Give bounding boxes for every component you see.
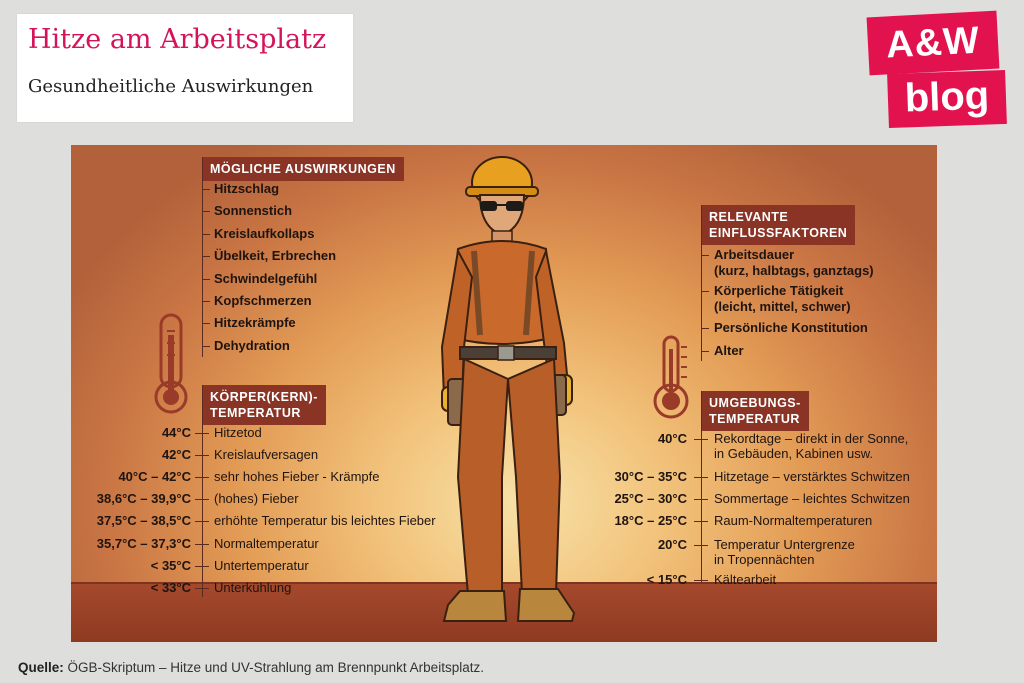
source-text: ÖGB-Skriptum – Hitze und UV-Strahlung am Brennpunkt Arbeitsplatz. (63, 660, 484, 675)
source-footer (18, 660, 484, 675)
body-temp-value: 40°C – 42°C (118, 469, 191, 485)
factors-heading (701, 205, 855, 245)
env-temp-line1: Sommertage – leichtes Schwitzen (714, 491, 910, 506)
factor-tick (701, 255, 709, 256)
body-temp-tick (195, 566, 209, 567)
env-temp-tick (694, 521, 708, 522)
body-temp-value: 38,6°C – 39,9°C (96, 491, 191, 507)
body-temp-tick (195, 433, 209, 434)
env-temp-line1: Raum-Normaltemperaturen (714, 513, 873, 528)
effect-item: Sonnenstich (214, 203, 293, 219)
body-temp-value: 35,7°C – 37,3°C (96, 535, 191, 551)
effect-tick (202, 346, 210, 347)
effect-tick (202, 256, 210, 257)
factors-heading-line2: EINFLUSSFAKTOREN (709, 226, 848, 240)
env-temp-tick (694, 580, 708, 581)
env-temp-value: < 15°C (646, 572, 687, 587)
logo-aw[interactable]: A&W (867, 11, 1000, 76)
effect-item: Kreislaufkollaps (214, 225, 315, 241)
effect-item: Übelkeit, Erbrechen (214, 248, 337, 264)
effect-tick (202, 234, 210, 235)
body-temp-label: Untertemperatur (214, 557, 309, 573)
infographic (71, 145, 937, 642)
factor-tick (701, 291, 709, 292)
title-card (17, 14, 353, 122)
thermometer-icon (651, 335, 691, 421)
body-temp-heading (202, 385, 326, 425)
factor-line1: Persönliche Konstitution (714, 320, 868, 335)
body-temp-label: erhöhte Temperatur bis leichtes Fieber (214, 513, 436, 529)
env-temp-tick (694, 477, 708, 478)
effect-tick (202, 279, 210, 280)
env-temp-line1: Hitzetage – verstärktes Schwitzen (714, 469, 910, 484)
env-temp-tick (694, 499, 708, 500)
effect-item: Dehydration (214, 337, 290, 353)
env-temp-value: 25°C – 30°C (614, 491, 687, 506)
body-temp-label: (hohes) Fieber (214, 491, 299, 507)
env-temp-line1: Kältearbeit (714, 572, 777, 587)
body-temp-heading-line1: KÖRPER(KERN)- (210, 390, 318, 404)
body-temp-value: < 33°C (150, 579, 191, 595)
factors-heading-line1: RELEVANTE (709, 210, 789, 224)
env-temp-heading (701, 391, 809, 431)
thermometer-icon (153, 313, 189, 417)
factor-line2: (kurz, halbtags, ganztags) (714, 263, 874, 278)
page-subtitle: Gesundheitliche Auswirkungen (28, 76, 314, 97)
effect-item: Schwindelgefühl (214, 270, 318, 286)
body-temp-tick (195, 477, 209, 478)
env-temp-axis (701, 391, 702, 583)
factor-line1: Körperliche Tätigkeit (714, 283, 844, 298)
factor-line1: Arbeitsdauer (714, 247, 795, 262)
body-temp-tick (195, 588, 209, 589)
source-label: Quelle: (18, 660, 64, 675)
effects-heading: MÖGLICHE AUSWIRKUNGEN (202, 157, 404, 181)
body-temp-tick (195, 521, 209, 522)
factor-tick (701, 328, 709, 329)
effect-tick (202, 211, 210, 212)
body-temp-label: Kreislaufversagen (214, 447, 319, 463)
body-temp-label: Normaltemperatur (214, 535, 319, 551)
effect-tick (202, 189, 210, 190)
page-title: Hitze am Arbeitsplatz (28, 24, 327, 55)
factor-tick (701, 351, 709, 352)
env-temp-value: 20°C (657, 537, 687, 552)
body-temp-value: < 35°C (150, 557, 191, 573)
factor-line2: (leicht, mittel, schwer) (714, 299, 851, 314)
factors-axis (701, 205, 702, 361)
body-temp-tick (195, 544, 209, 545)
body-temp-label: Hitzetod (214, 425, 262, 440)
env-temp-heading-line1: UMGEBUNGS- (709, 396, 801, 410)
env-temp-heading-line2: TEMPERATUR (709, 412, 800, 426)
body-temp-heading-line2: TEMPERATUR (210, 406, 301, 420)
env-temp-line1: Temperatur Untergrenze (714, 537, 855, 552)
body-temp-value: 44°C (161, 425, 191, 440)
body-temp-tick (195, 455, 209, 456)
effect-tick (202, 301, 210, 302)
effect-tick (202, 323, 210, 324)
env-temp-value: 40°C (657, 431, 687, 446)
env-temp-line2: in Tropennächten (714, 552, 815, 567)
body-temp-label: Unterkühlung (214, 579, 292, 595)
env-temp-line1: Rekordtage – direkt in der Sonne, (714, 431, 909, 446)
env-temp-line2: in Gebäuden, Kabinen usw. (714, 446, 874, 461)
effect-item: Hitzekrämpfe (214, 315, 296, 331)
logo-blog[interactable]: blog (887, 70, 1007, 128)
factor-line1: Alter (714, 343, 744, 358)
body-temp-tick (195, 499, 209, 500)
worker-illustration (436, 147, 606, 635)
env-temp-tick (694, 545, 708, 546)
env-temp-value: 30°C – 35°C (614, 469, 687, 484)
env-temp-tick (694, 439, 708, 440)
body-temp-value: 37,5°C – 38,5°C (96, 513, 191, 529)
effect-item: Hitzschlag (214, 181, 280, 196)
body-temp-value: 42°C (161, 447, 191, 463)
effect-item: Kopfschmerzen (214, 293, 312, 308)
body-temp-label: sehr hohes Fieber - Krämpfe (214, 469, 380, 485)
env-temp-value: 18°C – 25°C (614, 513, 687, 528)
